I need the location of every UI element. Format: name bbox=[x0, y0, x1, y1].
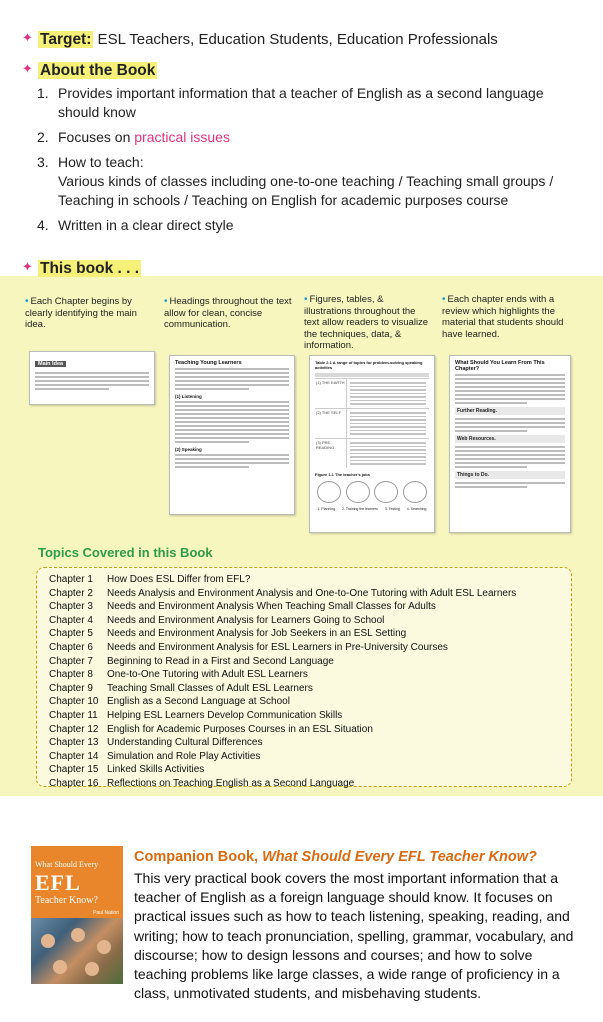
about-item-sub: Various kinds of classes including one-to-one teaching / Teaching small groups / Teaching in schools / Teaching on English for academic purposes course bbox=[58, 173, 554, 208]
star-bullet-icon: ✦ bbox=[22, 61, 33, 76]
figure-caption: Figure 1.1 The teacher's jobs bbox=[315, 472, 370, 477]
thumb-subheading: (2) Speaking bbox=[175, 447, 202, 452]
chapter-number: Chapter 1 bbox=[49, 574, 93, 585]
chapter-title: English for Academic Purposes Courses in an ESL Situation bbox=[107, 723, 373, 735]
main-idea-thumbnail bbox=[29, 351, 155, 405]
about-item bbox=[37, 153, 577, 210]
chapter-row bbox=[49, 695, 516, 709]
planning-icon bbox=[317, 481, 341, 503]
chapter-row bbox=[49, 614, 516, 628]
about-item-text-before: Focuses on bbox=[58, 129, 135, 145]
figure-icon-labels bbox=[314, 507, 430, 511]
about-item-number: 4. bbox=[37, 217, 49, 233]
chapter-title: Needs Analysis and Environment Analysis and One-to-One Tutoring with Adult ESL Learners bbox=[107, 587, 517, 599]
chapter-number: Chapter 13 bbox=[49, 737, 99, 749]
chapter-row bbox=[49, 723, 516, 737]
cover-title-line: Teacher Know? bbox=[35, 895, 98, 906]
feature-text bbox=[164, 296, 292, 331]
cover-title-line: What Should Every bbox=[35, 860, 99, 869]
chapter-title: How Does ESL Differ from EFL? bbox=[107, 574, 251, 585]
target-text: ESL Teachers, Education Students, Education Professionals bbox=[93, 31, 498, 48]
chapter-number: Chapter 14 bbox=[49, 750, 99, 762]
chapter-title: Needs and Environment Analysis When Teaching Small Classes for Adults bbox=[107, 601, 436, 613]
chapter-row bbox=[49, 641, 516, 655]
chapter-title: Simulation and Role Play Activities bbox=[107, 750, 261, 762]
about-item-number: 1. bbox=[37, 85, 49, 101]
about-item-text: Written in a clear direct style bbox=[58, 217, 234, 233]
figure-icon-label: 4. Searching bbox=[406, 507, 427, 511]
about-list bbox=[37, 84, 577, 241]
chapter-row bbox=[49, 627, 516, 641]
about-item bbox=[37, 128, 577, 147]
chapter-row bbox=[49, 668, 516, 682]
chapter-row bbox=[49, 763, 516, 777]
chapter-number: Chapter 9 bbox=[49, 682, 93, 694]
chapter-title: Needs and Environment Analysis for Learners Going to School bbox=[107, 614, 385, 626]
figure-icon-label: 1. Planning bbox=[317, 507, 336, 511]
about-item bbox=[37, 84, 577, 122]
figures-thumbnail bbox=[309, 355, 435, 533]
review-thumbnail bbox=[449, 355, 571, 533]
chapter-row bbox=[49, 777, 516, 791]
review-box-heading: Things to Do. bbox=[455, 471, 565, 479]
companion-title-prefix: Companion Book, bbox=[134, 849, 263, 865]
chapter-row bbox=[49, 587, 516, 601]
chapter-title: Understanding Cultural Differences bbox=[107, 737, 263, 749]
chapter-row bbox=[49, 750, 516, 764]
target-line bbox=[22, 30, 498, 49]
chapter-number: Chapter 11 bbox=[49, 709, 98, 721]
chapter-row bbox=[49, 709, 516, 723]
chapter-row bbox=[49, 655, 516, 669]
chapter-number: Chapter 5 bbox=[49, 628, 93, 640]
topics-heading: Topics Covered in this Book bbox=[38, 545, 213, 560]
feature-label: Figures, tables, & illustrations throughout the text allow readers to visualize the techniques, data, & information. bbox=[304, 294, 429, 351]
table-row-label: (3) PRE-READING bbox=[315, 439, 347, 468]
bullet-icon: • bbox=[442, 294, 446, 305]
thumb-title: What Should You Learn From This Chapter? bbox=[455, 360, 545, 372]
bullet-icon: • bbox=[304, 294, 308, 305]
chapter-title: Helping ESL Learners Develop Communication Skills bbox=[107, 709, 343, 721]
figure-icon-label: 2. Training the learners bbox=[342, 507, 378, 511]
feature-text bbox=[304, 294, 432, 352]
this-book-heading bbox=[22, 259, 141, 278]
feature-label: Each chapter ends with a review which highlights the material that students should have learned. bbox=[442, 294, 564, 340]
companion-book-name: What Should Every EFL Teacher Know? bbox=[262, 849, 537, 865]
figure-illustrations bbox=[315, 481, 429, 503]
cover-photo bbox=[31, 918, 123, 984]
thumb-title: Teaching Young Learners bbox=[175, 360, 242, 366]
table-row-label: (2) THE SELF bbox=[315, 409, 347, 438]
headings-thumbnail bbox=[169, 355, 295, 515]
chapter-number: Chapter 15 bbox=[49, 764, 99, 776]
chapter-number: Chapter 7 bbox=[49, 655, 93, 667]
chapter-number: Chapter 4 bbox=[49, 614, 93, 626]
about-heading-label: About the Book bbox=[40, 62, 156, 79]
about-item-number: 2. bbox=[37, 129, 49, 145]
target-label: Target: bbox=[40, 31, 92, 48]
bullet-icon: • bbox=[164, 296, 168, 307]
chapter-number: Chapter 6 bbox=[49, 641, 93, 653]
chapter-title: Needs and Environment Analysis for ESL Learners in Pre-University Courses bbox=[107, 641, 448, 653]
feature-label: Headings throughout the text allow for clean, concise communication. bbox=[164, 296, 292, 330]
chapter-number: Chapter 2 bbox=[49, 587, 93, 599]
about-item-text: Provides important information that a teacher of English as a second language should know bbox=[58, 85, 544, 120]
about-item bbox=[37, 216, 577, 235]
training-icon bbox=[346, 481, 370, 503]
thumb-title: Main Idea bbox=[35, 361, 66, 367]
chapter-title: Linked Skills Activities bbox=[107, 764, 205, 776]
thumb-subheading: (1) Listening bbox=[175, 394, 202, 399]
cover-author: Paul Nation bbox=[93, 910, 119, 916]
about-heading bbox=[22, 61, 157, 80]
about-item-lead: How to teach: bbox=[58, 154, 144, 170]
chapter-title: One-to-One Tutoring with Adult ESL Learners bbox=[107, 669, 308, 681]
figure-icon-label: 3. Testing bbox=[384, 507, 400, 511]
topics-list bbox=[49, 573, 516, 791]
chapter-number: Chapter 16 bbox=[49, 777, 99, 789]
chapter-title: Teaching Small Classes of Adult ESL Learners bbox=[107, 682, 313, 694]
about-item-text bbox=[58, 128, 230, 147]
chapter-row bbox=[49, 682, 516, 696]
chapter-title: Beginning to Read in a First and Second Language bbox=[107, 655, 334, 667]
companion-description: This very practical book covers the most important information that a teacher of English as a foreign language should know. It focuses on practical issues such as how to teach listening, speaking, reading, and writing; how to teach pronunciation, spelling, grammar, vocabulary, and discourse; how to design lessons and courses; and how to solve teaching problems like large classes, a wide range of proficiency in a class, unmotivated students, and misbehaving students. bbox=[134, 870, 574, 1002]
bullet-icon: • bbox=[25, 296, 29, 307]
chapter-number: Chapter 8 bbox=[49, 669, 93, 681]
chapter-title: Reflections on Teaching English as a Second Language bbox=[107, 777, 355, 789]
chapter-title: English as a Second Language at School bbox=[107, 696, 290, 708]
chapter-number: Chapter 10 bbox=[49, 696, 99, 708]
star-bullet-icon: ✦ bbox=[22, 259, 33, 274]
chapter-number: Chapter 12 bbox=[49, 723, 99, 735]
review-box-heading: Further Reading. bbox=[455, 407, 565, 415]
feature-text bbox=[25, 296, 160, 331]
practical-issues-highlight: practical issues bbox=[134, 129, 230, 145]
companion-title bbox=[134, 849, 537, 865]
chapter-title: Needs and Environment Analysis for Job Seekers in an ESL Setting bbox=[107, 628, 407, 640]
this-book-heading-label: This book . . . bbox=[40, 260, 140, 277]
thumb-title: Table 2.1 A range of topics for problem-solving speaking activities bbox=[315, 360, 423, 370]
searching-icon bbox=[403, 481, 427, 503]
chapter-number: Chapter 3 bbox=[49, 601, 93, 613]
companion-book-cover bbox=[31, 846, 123, 984]
review-box-heading: Web Resources. bbox=[455, 435, 565, 443]
about-item-number: 3. bbox=[37, 154, 49, 170]
table-row-label: (1) THE EARTH bbox=[315, 379, 347, 408]
cover-title-main: EFL bbox=[35, 870, 81, 895]
testing-icon bbox=[374, 481, 398, 503]
chapter-row bbox=[49, 573, 516, 587]
feature-text bbox=[442, 294, 572, 340]
star-bullet-icon: ✦ bbox=[22, 30, 33, 45]
chapter-row bbox=[49, 736, 516, 750]
chapter-row bbox=[49, 600, 516, 614]
feature-label: Each Chapter begins by clearly identifying the main idea. bbox=[25, 296, 137, 330]
about-item-text bbox=[58, 153, 577, 210]
